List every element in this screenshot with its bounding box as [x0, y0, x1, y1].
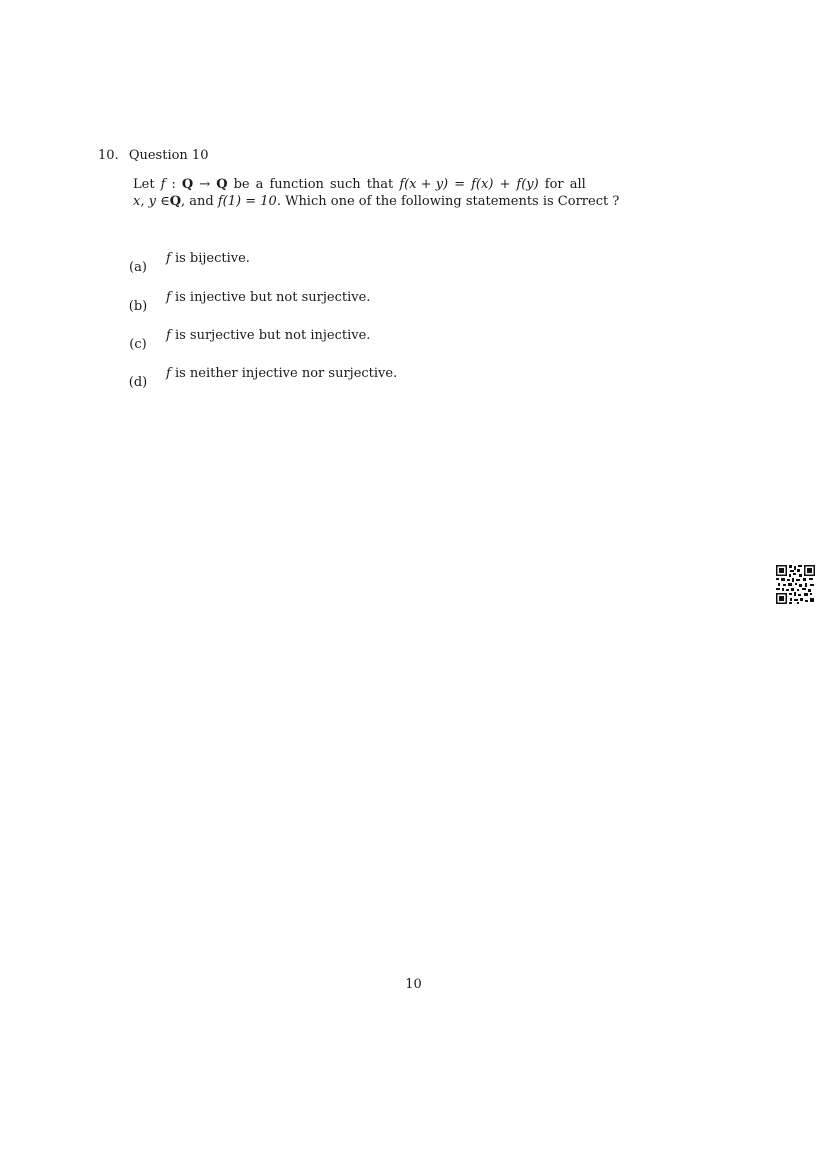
arrow-symbol: → [199, 177, 211, 192]
option-label: (a) [129, 260, 147, 275]
question-number: 10. [98, 148, 119, 163]
stem-word: a [255, 177, 264, 192]
function-symbol: f [160, 177, 166, 192]
page-number: 10 [405, 977, 422, 992]
colon-symbol: : [171, 177, 176, 192]
equation-lhs: f(x + y) [399, 177, 449, 192]
stem-word: such [329, 177, 361, 192]
condition: f(1) = 10 [217, 194, 277, 209]
equation-rhs-term: f(x) [471, 177, 494, 192]
domain-set: Q [181, 177, 194, 192]
stem-word: function [269, 177, 324, 192]
option-c[interactable] [128, 328, 588, 364]
question-header [98, 148, 208, 163]
option-text [166, 366, 397, 381]
option-label: (b) [128, 299, 148, 314]
option-b[interactable] [128, 290, 588, 326]
codomain-set: Q [216, 177, 228, 192]
question-stem [133, 176, 620, 210]
option-text [166, 251, 250, 266]
stem-word: Let [133, 177, 155, 192]
rational-set: Q [169, 194, 182, 209]
function-symbol: f [166, 366, 171, 381]
function-symbol: f [166, 290, 171, 305]
option-label: (c) [129, 337, 147, 352]
stem-word: all [569, 177, 586, 192]
stem-word: for [544, 177, 564, 192]
function-symbol: f [166, 251, 171, 266]
equals-symbol: = [454, 177, 466, 192]
equation-rhs-term: f(y) [516, 177, 539, 192]
function-symbol: f [166, 328, 171, 343]
option-text [166, 328, 370, 343]
question-title: Question 10 [128, 148, 209, 163]
option-d[interactable] [128, 366, 588, 402]
option-statement: is injective but not surjective. [170, 290, 371, 305]
qr-code-icon [776, 565, 815, 604]
option-statement: is bijective. [170, 251, 250, 266]
stem-line-2 [133, 193, 620, 210]
option-text [166, 290, 370, 305]
variables: x, y ∈ [133, 194, 170, 209]
option-label: (d) [128, 375, 148, 390]
stem-text: . Which one of the following statements is Correct ? [276, 194, 620, 209]
stem-text: , and [181, 194, 218, 209]
plus-symbol: + [499, 177, 511, 192]
stem-line-1 [133, 176, 586, 193]
stem-word: that [366, 177, 394, 192]
option-statement: is surjective but not injective. [170, 328, 371, 343]
stem-word: be [233, 177, 250, 192]
option-statement: is neither injective nor surjective. [170, 366, 398, 381]
option-a[interactable] [128, 251, 588, 287]
